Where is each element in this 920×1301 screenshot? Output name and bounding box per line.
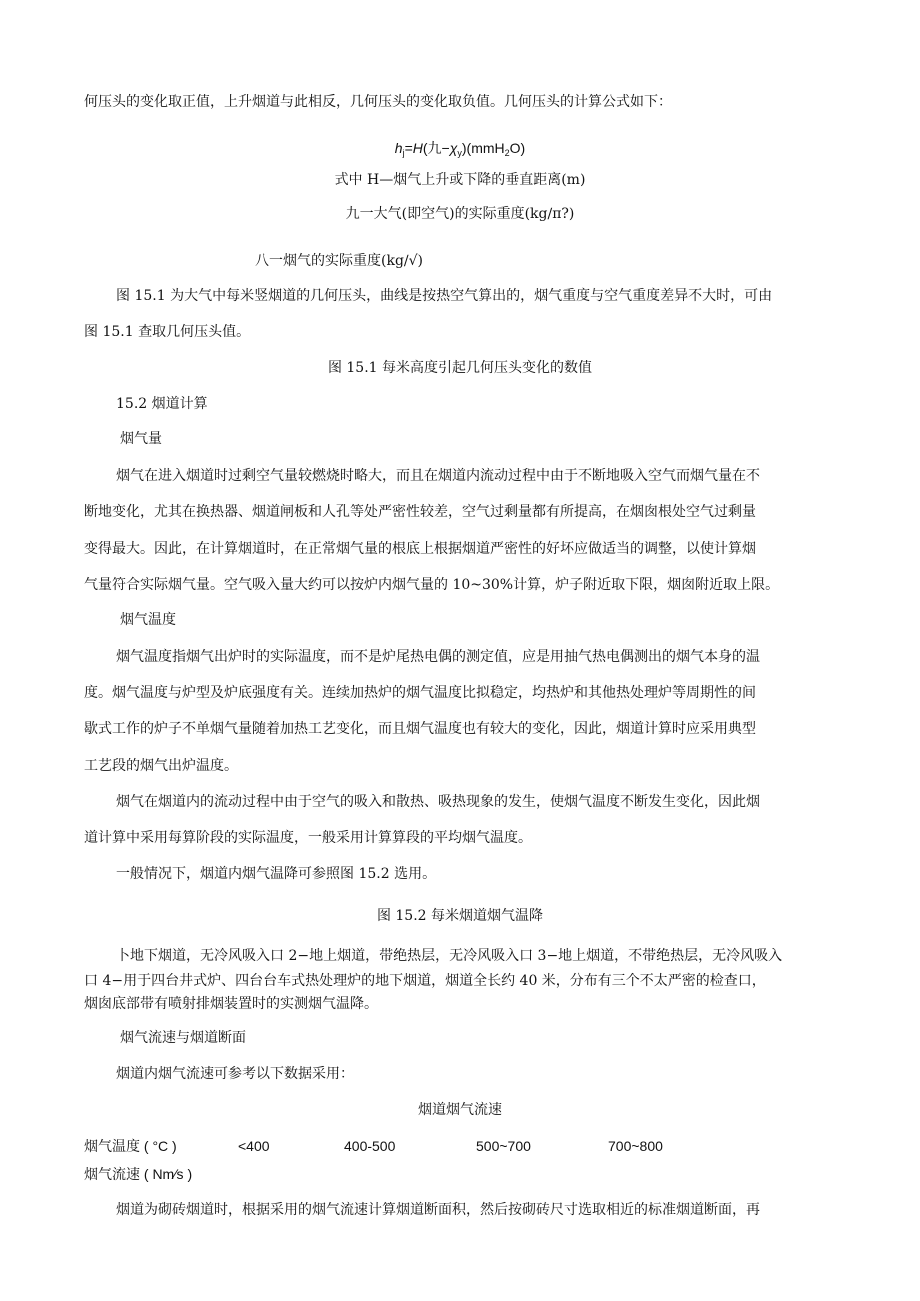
table-title: 烟道烟气流速	[418, 1102, 502, 1118]
formula-term1: 九	[427, 140, 442, 156]
para-gas-temp2-line-1: 烟气在烟道内的流动过程中由于空气的吸入和散热、吸热现象的发生，使烟气温度不断发生变化，因此烟	[116, 794, 760, 810]
formula-eq: =	[404, 140, 413, 156]
formula-chi: χ	[449, 140, 458, 156]
intro-line: 何压头的变化取正值，上升烟道与此相反，几何压头的变化取负值。几何压头的计算公式如下：	[84, 94, 672, 110]
where-line-3: 八一烟气的实际重度(kg∕√)	[255, 253, 424, 269]
para-gas-temp-line-3: 歇式工作的炉子不单烟气量随着加热工艺变化，而且烟气温度也有较大的变化，因此，烟道计算时应采用典型	[84, 721, 756, 737]
formula-h2o-sub: 2	[504, 148, 510, 158]
para-gas-temp-line-1: 烟气温度指烟气出炉时的实际温度，而不是炉尾热电偶的测定值，应是用抽气热电偶测出的烟气本身的温	[116, 649, 760, 665]
caption-fig-15-2: 图 15.2 每米烟道烟气温降	[376, 908, 544, 924]
para-gas-temp2-line-2: 道计算中采用每算阶段的实际温度，一般采用计算算段的平均烟气温度。	[84, 830, 532, 846]
where-line-1: 式中 H—烟气上升或下降的垂直距离(m)	[334, 172, 586, 188]
section-heading-15-2: 15.2 烟道计算	[116, 396, 208, 412]
para-gas-volume-line-3: 变得最大。因此，在计算烟道时，在正常烟气量的根底上根据烟道严密性的好坏应做适当的调整，以使计算烟	[84, 541, 756, 557]
table-row-temp-label: 烟气温度 ( °C )	[84, 1138, 177, 1154]
para-gas-volume-line-2: 断地变化，尤其在换热器、烟道闸板和人孔等处严密性较差，空气过剩量都有所提高，在烟囱根处空气过剩量	[84, 504, 756, 520]
subheading-gas-temperature: 烟气温度	[120, 612, 176, 628]
table-temp-value-1: <400	[238, 1138, 270, 1154]
para-gas-temp-line-4: 工艺段的烟气出炉温度。	[84, 758, 238, 774]
geometric-head-formula	[0, 139, 920, 162]
formula-chi-sub: y	[457, 148, 462, 158]
para-gas-volume-line-1: 烟气在进入烟道时过剩空气量较燃烧时略大，而且在烟道内流动过程中由于不断地吸入空气而烟气量在不	[116, 468, 760, 484]
fig152-note-line-2: 口 4−用于四台井式炉、四台台车式热处理炉的地下烟道，烟道全长约 40 米，分布有三个不太严密的检查口，	[84, 973, 766, 989]
para-fig151-line-1: 图 15.1 为大气中每米竖烟道的几何压头，曲线是按热空气算出的，烟气重度与空气重度差异不大时，可由	[116, 288, 773, 304]
fig152-note-line-3: 烟囱底部带有喷射排烟装置时的实测烟气温降。	[84, 996, 378, 1012]
para-gas-volume-line-4: 气量符合实际烟气量。空气吸入量大约可以按炉内烟气量的 10~30%计算，炉子附近取下限，烟囱附近取上限。	[84, 577, 780, 593]
formula-h: h	[394, 140, 403, 156]
formula-H: H	[412, 140, 423, 156]
subheading-gas-volume: 烟气量	[120, 431, 162, 447]
subheading-velocity: 烟气流速与烟道断面	[120, 1030, 246, 1046]
para-gas-temp3: 一般情况下，烟道内烟气温降可参照图 15.2 选用。	[116, 866, 437, 882]
caption-fig-15-1: 图 15.1 每米高度引起几何压头变化的数值	[327, 360, 593, 376]
formula-minus: −	[441, 140, 450, 156]
table-row-velocity-label: 烟气流速 ( Nm∕s )	[84, 1166, 193, 1182]
formula-close: )(mmH	[461, 140, 505, 156]
para-velocity: 烟道内烟气流速可参考以下数据采用：	[116, 1066, 354, 1082]
table-temp-value-4: 700~800	[608, 1138, 663, 1154]
formula-h-sub: j	[402, 148, 405, 158]
para-last-line: 烟道为砌砖烟道时，根据采用的烟气流速计算烟道断面积，然后按砌砖尺寸选取相近的标准烟道断面，再	[116, 1202, 760, 1218]
para-gas-temp-line-2: 度。烟气温度与炉型及炉底强度有关。连续加热炉的烟气温度比拟稳定，均热炉和其他热处理炉等周期性的间	[84, 685, 756, 701]
where-line-2: 九一大气(即空气)的实际重度(kg∕π?)	[345, 206, 575, 222]
fig152-note-line-1: 卜地下烟道，无冷风吸入口 2−地上烟道，带绝热层，无冷风吸入口 3−地上烟道，不带绝热层，无冷风吸入	[116, 948, 783, 964]
formula-o-close: O)	[509, 140, 526, 156]
formula-paren: (	[422, 140, 428, 156]
table-temp-value-3: 500~700	[476, 1138, 531, 1154]
table-temp-value-2: 400-500	[344, 1138, 396, 1154]
para-fig151-line-2: 图 15.1 查取几何压头值。	[84, 324, 251, 340]
